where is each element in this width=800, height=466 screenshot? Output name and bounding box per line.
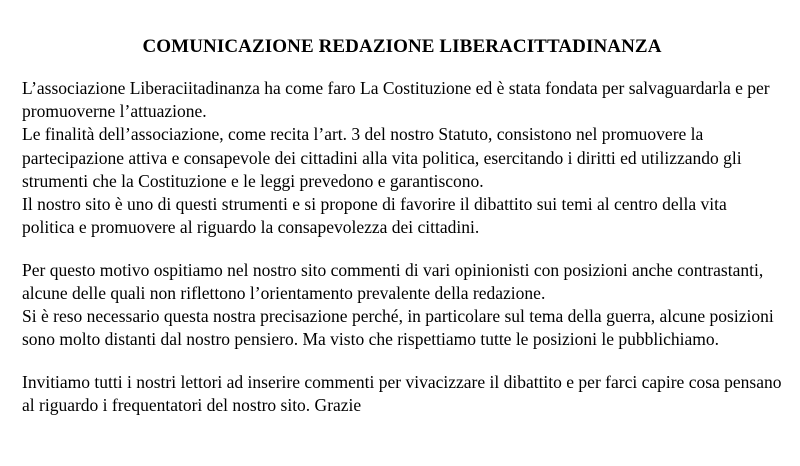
document-body — [22, 77, 782, 417]
paragraph: Si è reso necessario questa nostra precisazione perché, in particolare sul tema della guerra, alcune posizioni sono molto distanti dal nostro pensiero. Ma visto che rispettiamo tutte le posizioni le pubblichiamo. — [22, 306, 774, 350]
paragraph: Invitiamo tutti i nostri lettori ad inserire commenti per vivacizzare il dibattito e per farci capire cosa pensano al riguardo i frequentatori del nostro sito. Grazie — [22, 371, 782, 415]
paragraph: L’associazione Liberaciitadinanza ha come faro La Costituzione ed è stata fondata per salvaguardarla e per promuoverne l’attuazione. — [22, 77, 770, 122]
paragraph: Le finalità dell’associazione, come recita l’art. 3 del nostro Statuto, consistono nel promuovere la partecipazione attiva e consapevole dei cittadini alla vita politica, esercitando i diritti ed utilizzando gli strumenti che la Costituzione e le leggi prevedono e garantiscono. — [22, 124, 742, 191]
paragraph-spacer — [22, 240, 782, 259]
paragraph: Il nostro sito è uno di questi strumenti e si propone di favorire il dibattito sui temi al centro della vita politica e promuovere al riguardo la consapevolezza dei cittadini. — [22, 194, 727, 238]
page-title: COMUNICAZIONE REDAZIONE LIBERACITTADINANZA — [142, 36, 662, 57]
paragraph: Per questo motivo ospitiamo nel nostro sito commenti di vari opinionisti con posizioni anche contrastanti, alcune delle quali non riflettono l’orientamento prevalente della redazione. — [22, 259, 764, 303]
paragraph-spacer — [22, 352, 782, 371]
